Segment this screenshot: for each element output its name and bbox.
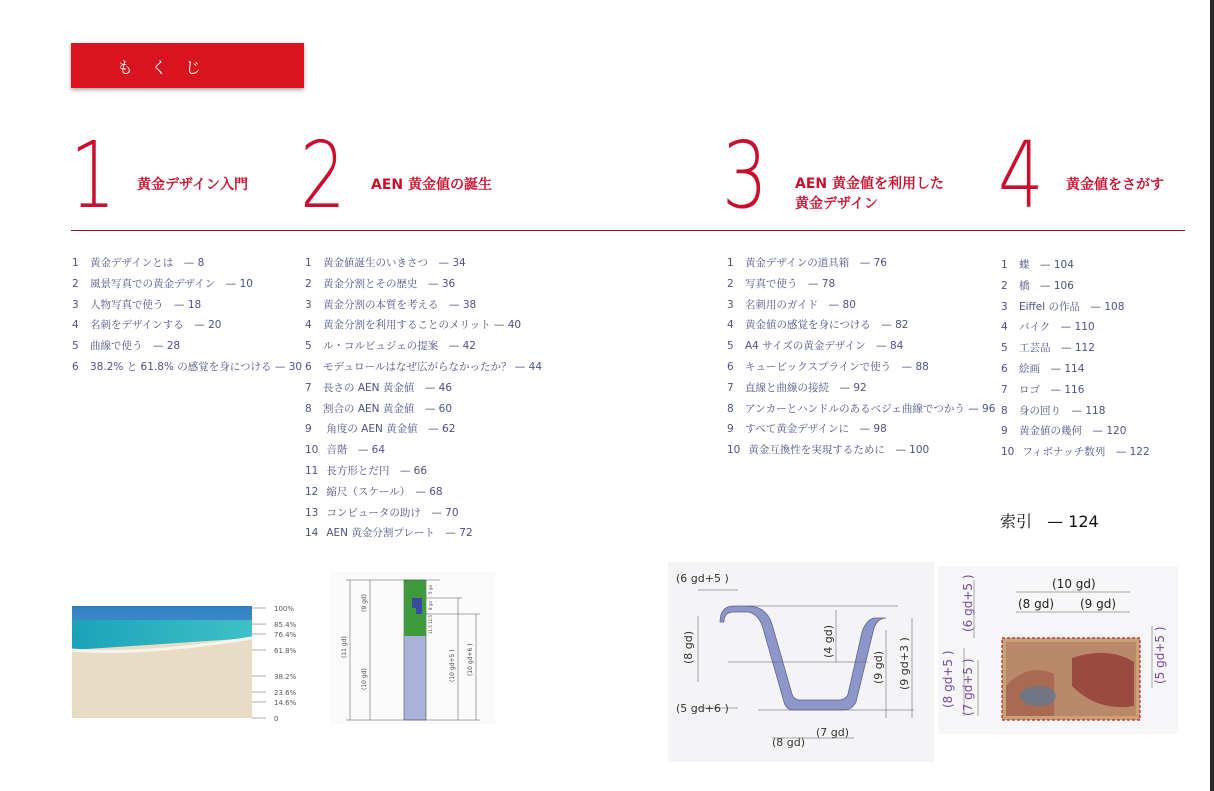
toc-entry-text: 黄金値の幾何 — 120 bbox=[1019, 425, 1127, 438]
toc-entry bbox=[1001, 442, 1150, 463]
toc-entry-text: ル・コルビュジェの提案 — 42 bbox=[323, 340, 476, 353]
toc-entry bbox=[305, 315, 542, 336]
toc-entry-number: 13 bbox=[305, 506, 319, 519]
toc-entry bbox=[727, 399, 995, 420]
painting-diagram bbox=[938, 566, 1178, 734]
toc-entry bbox=[305, 482, 542, 503]
beach-tick-label: 23.6% bbox=[274, 689, 297, 698]
toc-entry bbox=[305, 503, 542, 524]
toc-entry-number: 8 bbox=[305, 402, 312, 415]
profile-label-4: (4 gd) bbox=[822, 624, 835, 658]
toc-entry-number: 5 bbox=[305, 340, 312, 353]
toc-entry bbox=[727, 357, 995, 378]
toc-entry-text: 曲線で使う — 28 bbox=[90, 340, 181, 353]
toc-entry-number: 10 bbox=[1001, 446, 1015, 459]
chapter-3-title-line2: 黄金デザイン bbox=[795, 196, 879, 212]
toc-entry-number: 7 bbox=[305, 381, 312, 394]
toc-entry-text: 名刺をデザインする — 20 bbox=[90, 319, 222, 332]
toc-entry-number: 7 bbox=[727, 381, 734, 394]
profile-label-3: (5 gd+6 ) bbox=[676, 702, 729, 715]
toc-entry-text: 長方形とだ円 — 66 bbox=[323, 464, 428, 477]
toc-entry bbox=[305, 461, 542, 482]
toc-entry-number: 6 bbox=[1001, 362, 1008, 375]
painting-label-1: (10 gd) bbox=[1052, 577, 1096, 591]
toc-entry-text: 黄金分割とその歴史 — 36 bbox=[323, 277, 456, 290]
toc-entry bbox=[305, 399, 542, 420]
profile-label-8: (7 gd) bbox=[816, 726, 850, 739]
toc-entry-text: 角度の AEN 黄金値 — 62 bbox=[323, 423, 456, 436]
toc-entry bbox=[1001, 421, 1150, 442]
toc-entry-text: 38.2% と 61.8% の感覚を身につける — 30 bbox=[90, 360, 303, 373]
toc-entry bbox=[727, 295, 995, 316]
toc-entry bbox=[727, 253, 995, 274]
toc-entry-text: 橋 — 106 bbox=[1019, 279, 1074, 292]
toc-entry-number: 10 bbox=[305, 444, 319, 457]
toc-entry bbox=[1001, 401, 1150, 422]
toc-entry-number: 3 bbox=[727, 298, 734, 311]
plate-label-5: (10 gd+6 ) bbox=[467, 643, 474, 676]
toc-entry-text: 黄金値の感覚を身につける — 82 bbox=[745, 319, 909, 332]
toc-entry bbox=[727, 274, 995, 295]
toc-entry-text: 黄金分割の本質を考える — 38 bbox=[323, 298, 477, 311]
toc-entry-text: Eiffel の作品 — 108 bbox=[1019, 300, 1125, 313]
painting-label-6: (7 gd+5 ) bbox=[961, 658, 975, 716]
toc-entry-number: 9 bbox=[727, 423, 734, 436]
toc-entry-text: 直線と曲線の接続 — 92 bbox=[745, 381, 867, 394]
toc-entry bbox=[305, 378, 542, 399]
profile-label-2: (8 gd) bbox=[682, 630, 695, 664]
toc-entry-text: 割合の AEN 黄金値 — 60 bbox=[323, 402, 453, 415]
toc-entry-text: バイク — 110 bbox=[1019, 321, 1095, 334]
chapter-heading-rule bbox=[71, 230, 1185, 231]
toc-entry-number: 14 bbox=[305, 527, 319, 540]
chapter-4-number: 4 bbox=[998, 122, 1044, 229]
chapter-4-toc bbox=[1001, 255, 1150, 463]
toc-entry bbox=[727, 419, 995, 440]
toc-entry bbox=[72, 315, 302, 336]
chapter-3-toc bbox=[727, 253, 995, 461]
beach-tick-label: 100% bbox=[274, 605, 295, 613]
index-page: — 124 bbox=[1047, 512, 1099, 531]
toc-entry-text: 黄金分割を利用することのメリット — 40 bbox=[323, 319, 522, 332]
toc-entry bbox=[1001, 276, 1150, 297]
toc-entry-number: 2 bbox=[727, 277, 734, 290]
plate-label-4: (10 gd+5 ) bbox=[449, 649, 456, 682]
beach-tick-label: 38.2% bbox=[274, 672, 297, 681]
toc-entry-number: 5 bbox=[1001, 342, 1008, 355]
plate-label-1: (11 gd) bbox=[341, 636, 348, 658]
plate-label-2: (9 gd) bbox=[361, 593, 368, 612]
beach-tick-label: 76.4% bbox=[274, 630, 297, 639]
toc-entry-number: 1 bbox=[72, 257, 79, 269]
toc-entry-number: 4 bbox=[1001, 321, 1008, 334]
toc-entry-number: 4 bbox=[305, 319, 312, 332]
toc-entry bbox=[1001, 297, 1150, 318]
toc-entry-text: 蝶 — 104 bbox=[1019, 259, 1074, 271]
toc-entry-text: 黄金デザインとは — 8 bbox=[90, 257, 205, 269]
toc-entry-text: 人物写真で使う — 18 bbox=[90, 298, 202, 311]
painting-label-2: (8 gd) bbox=[1018, 597, 1055, 611]
toc-entry bbox=[72, 274, 302, 295]
toc-entry-number: 2 bbox=[72, 277, 79, 290]
toc-entry bbox=[305, 419, 542, 440]
toc-entry-text: ロゴ — 116 bbox=[1019, 383, 1085, 396]
page-edge bbox=[1210, 0, 1214, 791]
toc-entry bbox=[1001, 255, 1150, 276]
toc-entry-number: 10 bbox=[727, 444, 741, 457]
painting-label-3: (9 gd) bbox=[1080, 597, 1117, 611]
toc-entry-number: 6 bbox=[72, 360, 79, 373]
toc-entry-number: 1 bbox=[727, 257, 734, 269]
toc-entry-number: 1 bbox=[305, 257, 312, 269]
toc-entry bbox=[1001, 359, 1150, 380]
painting-label-5: (8 gd+5 ) bbox=[941, 650, 955, 708]
beach-tick-label: 85.4% bbox=[274, 621, 297, 630]
toc-entry bbox=[305, 523, 542, 544]
toc-entry-number: 5 bbox=[727, 340, 734, 353]
toc-entry-number: 12 bbox=[305, 485, 319, 498]
toc-entry bbox=[1001, 317, 1150, 338]
chapter-3-title bbox=[795, 174, 944, 214]
plate-label-9: 11.5 bbox=[428, 625, 433, 634]
painting-label-4: (6 gd+5 ) bbox=[961, 574, 975, 632]
beach-tick-label: 61.8% bbox=[274, 647, 297, 656]
plate-label-7: 8 gd bbox=[428, 601, 433, 610]
chapter-3-number: 3 bbox=[722, 122, 768, 229]
contents-banner-title: もくじ bbox=[117, 58, 220, 77]
beach-tick-label: 14.6% bbox=[274, 698, 297, 707]
chapter-1-number: 1 bbox=[70, 122, 116, 229]
toc-entry-text: 音階 — 64 bbox=[323, 444, 386, 457]
profile-label-1: (6 gd+5 ) bbox=[676, 572, 729, 585]
toc-entry-text: フィボナッチ数列 — 122 bbox=[1019, 446, 1150, 459]
index-label: 索引 bbox=[1000, 512, 1033, 531]
toc-entry-number: 6 bbox=[305, 360, 312, 373]
profile-label-7: (8 gd) bbox=[772, 736, 806, 749]
toc-entry-number: 2 bbox=[1001, 279, 1008, 292]
index-entry bbox=[1000, 509, 1099, 532]
toc-entry-number: 9 bbox=[1001, 425, 1008, 438]
toc-entry-number: 3 bbox=[72, 298, 79, 311]
toc-entry-number: 5 bbox=[72, 340, 79, 353]
toc-entry bbox=[305, 295, 542, 316]
toc-entry bbox=[72, 336, 302, 357]
toc-entry bbox=[72, 253, 302, 274]
toc-entry-text: A4 サイズの黄金デザイン — 84 bbox=[745, 340, 904, 353]
toc-entry-text: 黄金デザインの道具箱 — 76 bbox=[745, 257, 887, 269]
chapter-1-title: 黄金デザイン入門 bbox=[137, 177, 249, 193]
beach-tick-label: 0 bbox=[274, 715, 279, 723]
chapter-1-toc bbox=[72, 253, 302, 378]
toc-entry bbox=[305, 440, 542, 461]
toc-entry-number: 11 bbox=[305, 464, 319, 477]
toc-entry-text: AEN 黄金分割プレート — 72 bbox=[323, 527, 473, 540]
toc-entry bbox=[727, 315, 995, 336]
plate-label-8: 12.5 bbox=[428, 615, 433, 624]
toc-entry bbox=[305, 274, 542, 295]
toc-entry-number: 1 bbox=[1001, 259, 1008, 271]
toc-entry bbox=[305, 336, 542, 357]
toc-entry-text: 黄金値誕生のいきさつ — 34 bbox=[323, 257, 466, 269]
toc-entry-text: 長さの AEN 黄金値 — 46 bbox=[323, 381, 453, 394]
toc-entry-text: 風景写真での黄金デザイン — 10 bbox=[90, 277, 253, 290]
plate-label-6: 5 gd bbox=[428, 585, 433, 594]
profile-label-6: (9 gd+3 ) bbox=[898, 637, 911, 690]
toc-entry-number: 8 bbox=[1001, 404, 1008, 417]
toc-entry-number: 4 bbox=[727, 319, 734, 332]
toc-entry-number: 9 bbox=[305, 423, 312, 436]
profile-label-5: (9 gd) bbox=[872, 650, 885, 684]
toc-entry-number: 3 bbox=[1001, 300, 1008, 313]
toc-entry bbox=[1001, 380, 1150, 401]
toc-entry-number: 7 bbox=[1001, 383, 1008, 396]
toc-entry-text: モデュロールはなぜ広がらなかったか？ — 44 bbox=[323, 360, 543, 373]
toc-entry bbox=[727, 378, 995, 399]
toc-entry bbox=[1001, 338, 1150, 359]
toc-entry bbox=[305, 253, 542, 274]
toc-entry-text: キュービックスプラインで使う — 88 bbox=[745, 360, 929, 373]
toc-entry-number: 6 bbox=[727, 360, 734, 373]
plate-label-3: (10 gd) bbox=[361, 668, 368, 690]
contents-banner bbox=[71, 43, 304, 88]
painting-label-7: (5 gd+5 ) bbox=[1153, 626, 1167, 684]
profile-diagram bbox=[668, 562, 934, 762]
toc-entry-text: 絵画 — 114 bbox=[1019, 362, 1085, 375]
toc-entry-number: 3 bbox=[305, 298, 312, 311]
toc-entry bbox=[305, 357, 542, 378]
toc-entry bbox=[72, 295, 302, 316]
toc-entry-text: 名刺用のガイド — 80 bbox=[745, 298, 856, 311]
plate-diagram bbox=[330, 572, 495, 724]
toc-entry-text: 写真で使う — 78 bbox=[745, 277, 836, 290]
toc-entry-text: コンピュータの助け — 70 bbox=[323, 506, 459, 519]
toc-entry-text: アンカーとハンドルのあるベジェ曲線でつかう — 96 bbox=[745, 402, 996, 415]
toc-entry bbox=[727, 336, 995, 357]
chapter-2-number: 2 bbox=[300, 122, 346, 229]
toc-entry-number: 4 bbox=[72, 319, 79, 332]
toc-entry bbox=[72, 357, 302, 378]
toc-entry-text: 工芸品 — 112 bbox=[1019, 342, 1095, 355]
toc-entry-number: 2 bbox=[305, 277, 312, 290]
toc-entry-text: 縮尺（スケール） — 68 bbox=[323, 485, 443, 498]
chapter-2-toc bbox=[305, 253, 542, 544]
toc-entry-number: 8 bbox=[727, 402, 734, 415]
toc-entry-text: 黄金互換性を実現するために — 100 bbox=[745, 444, 930, 457]
chapter-3-title-line1: AEN 黄金値を利用した bbox=[795, 176, 944, 192]
painting-cloud bbox=[1020, 686, 1056, 706]
toc-entry-text: 身の回り — 118 bbox=[1019, 404, 1106, 417]
toc-entry bbox=[727, 440, 995, 461]
beach-ratio-figure bbox=[70, 598, 300, 728]
toc-entry-text: すべて黄金デザインに — 98 bbox=[745, 423, 887, 436]
chapter-4-title: 黄金値をさがす bbox=[1066, 177, 1164, 193]
chapter-2-title: AEN 黄金値の誕生 bbox=[371, 177, 492, 193]
